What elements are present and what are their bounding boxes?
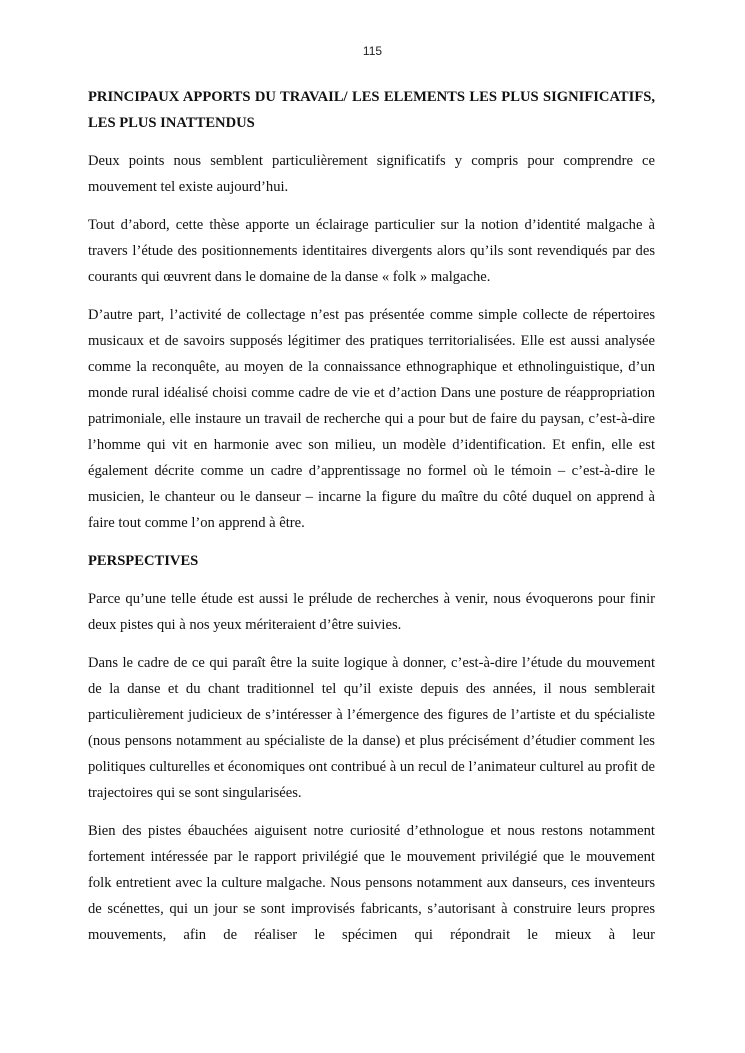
paragraph: D’autre part, l’activité de collectage n’est pas présentée comme simple collecte de répertoires musicaux et de savoirs supposés légitimer des pratiques territorialisées. Elle est aussi analysée comme la reconquête, au moyen de la connaissance ethnographique et ethnolinguistique, d’un monde rural idéalisé choisi comme cadre de vie et d’action Dans une posture de réappropriation patrimoniale, elle instaure un travail de recherche qui a pour but de faire du paysan, c’est-à-dire l’homme qui vit en harmonie avec son milieu, un modèle d’identification. Et enfin, elle est également décrite comme un cadre d’apprentissage no formel où le témoin – c’est-à-dire le musicien, le chanteur ou le danseur – incarne la figure du maître du côté duquel on apprend à faire tout comme l’on apprend à être. bbox=[88, 307, 655, 531]
section-heading-principaux-apports: PRINCIPAUX APPORTS DU TRAVAIL/ LES ELEMENTS LES PLUS SIGNIFICATIFS, LES PLUS INATTENDUS bbox=[88, 89, 655, 131]
document-body bbox=[88, 84, 655, 948]
paragraph: Tout d’abord, cette thèse apporte un éclairage particulier sur la notion d’identité malgache à travers l’étude des positionnements identitaires divergents alors qu’ils sont revendiqués par des courants qui œuvrent dans le domaine de la danse « folk » malgache. bbox=[88, 217, 655, 285]
paragraph: Dans le cadre de ce qui paraît être la suite logique à donner, c’est-à-dire l’étude du mouvement de la danse et du chant traditionnel tel qu’il existe depuis des années, il nous semblerait particulièrement judicieux de s’intéresser à l’émergence des figures de l’artiste et du spécialiste (nous pensons notamment au spécialiste de la danse) et plus précisément d’étudier comment les politiques culturelles et économiques ont contribué à un recul de l’animateur culturel au profit de trajectoires qui se sont singularisées. bbox=[88, 655, 655, 801]
section-heading-perspectives: PERSPECTIVES bbox=[88, 553, 199, 569]
paragraph: Deux points nous semblent particulièrement significatifs y compris pour comprendre ce mouvement tel existe aujourd’hui. bbox=[88, 153, 655, 195]
paragraph: Parce qu’une telle étude est aussi le prélude de recherches à venir, nous évoquerons pour finir deux pistes qui à nos yeux mériteraient d’être suivies. bbox=[88, 591, 655, 633]
page-number: 115 bbox=[362, 44, 383, 58]
paragraph: Bien des pistes ébauchées aiguisent notre curiosité d’ethnologue et nous restons notamment fortement intéressée par le rapport privilégié que le mouvement privilégié que le mouvement folk entretient avec la culture malgache. Nous pensons notamment aux danseurs, ces inventeurs de scénettes, qui un jour se sont improvisés fabricants, s’autorisant à construire leurs propres mouvements, afin de réaliser le spécimen qui répondrait le mieux à leur bbox=[88, 823, 655, 943]
